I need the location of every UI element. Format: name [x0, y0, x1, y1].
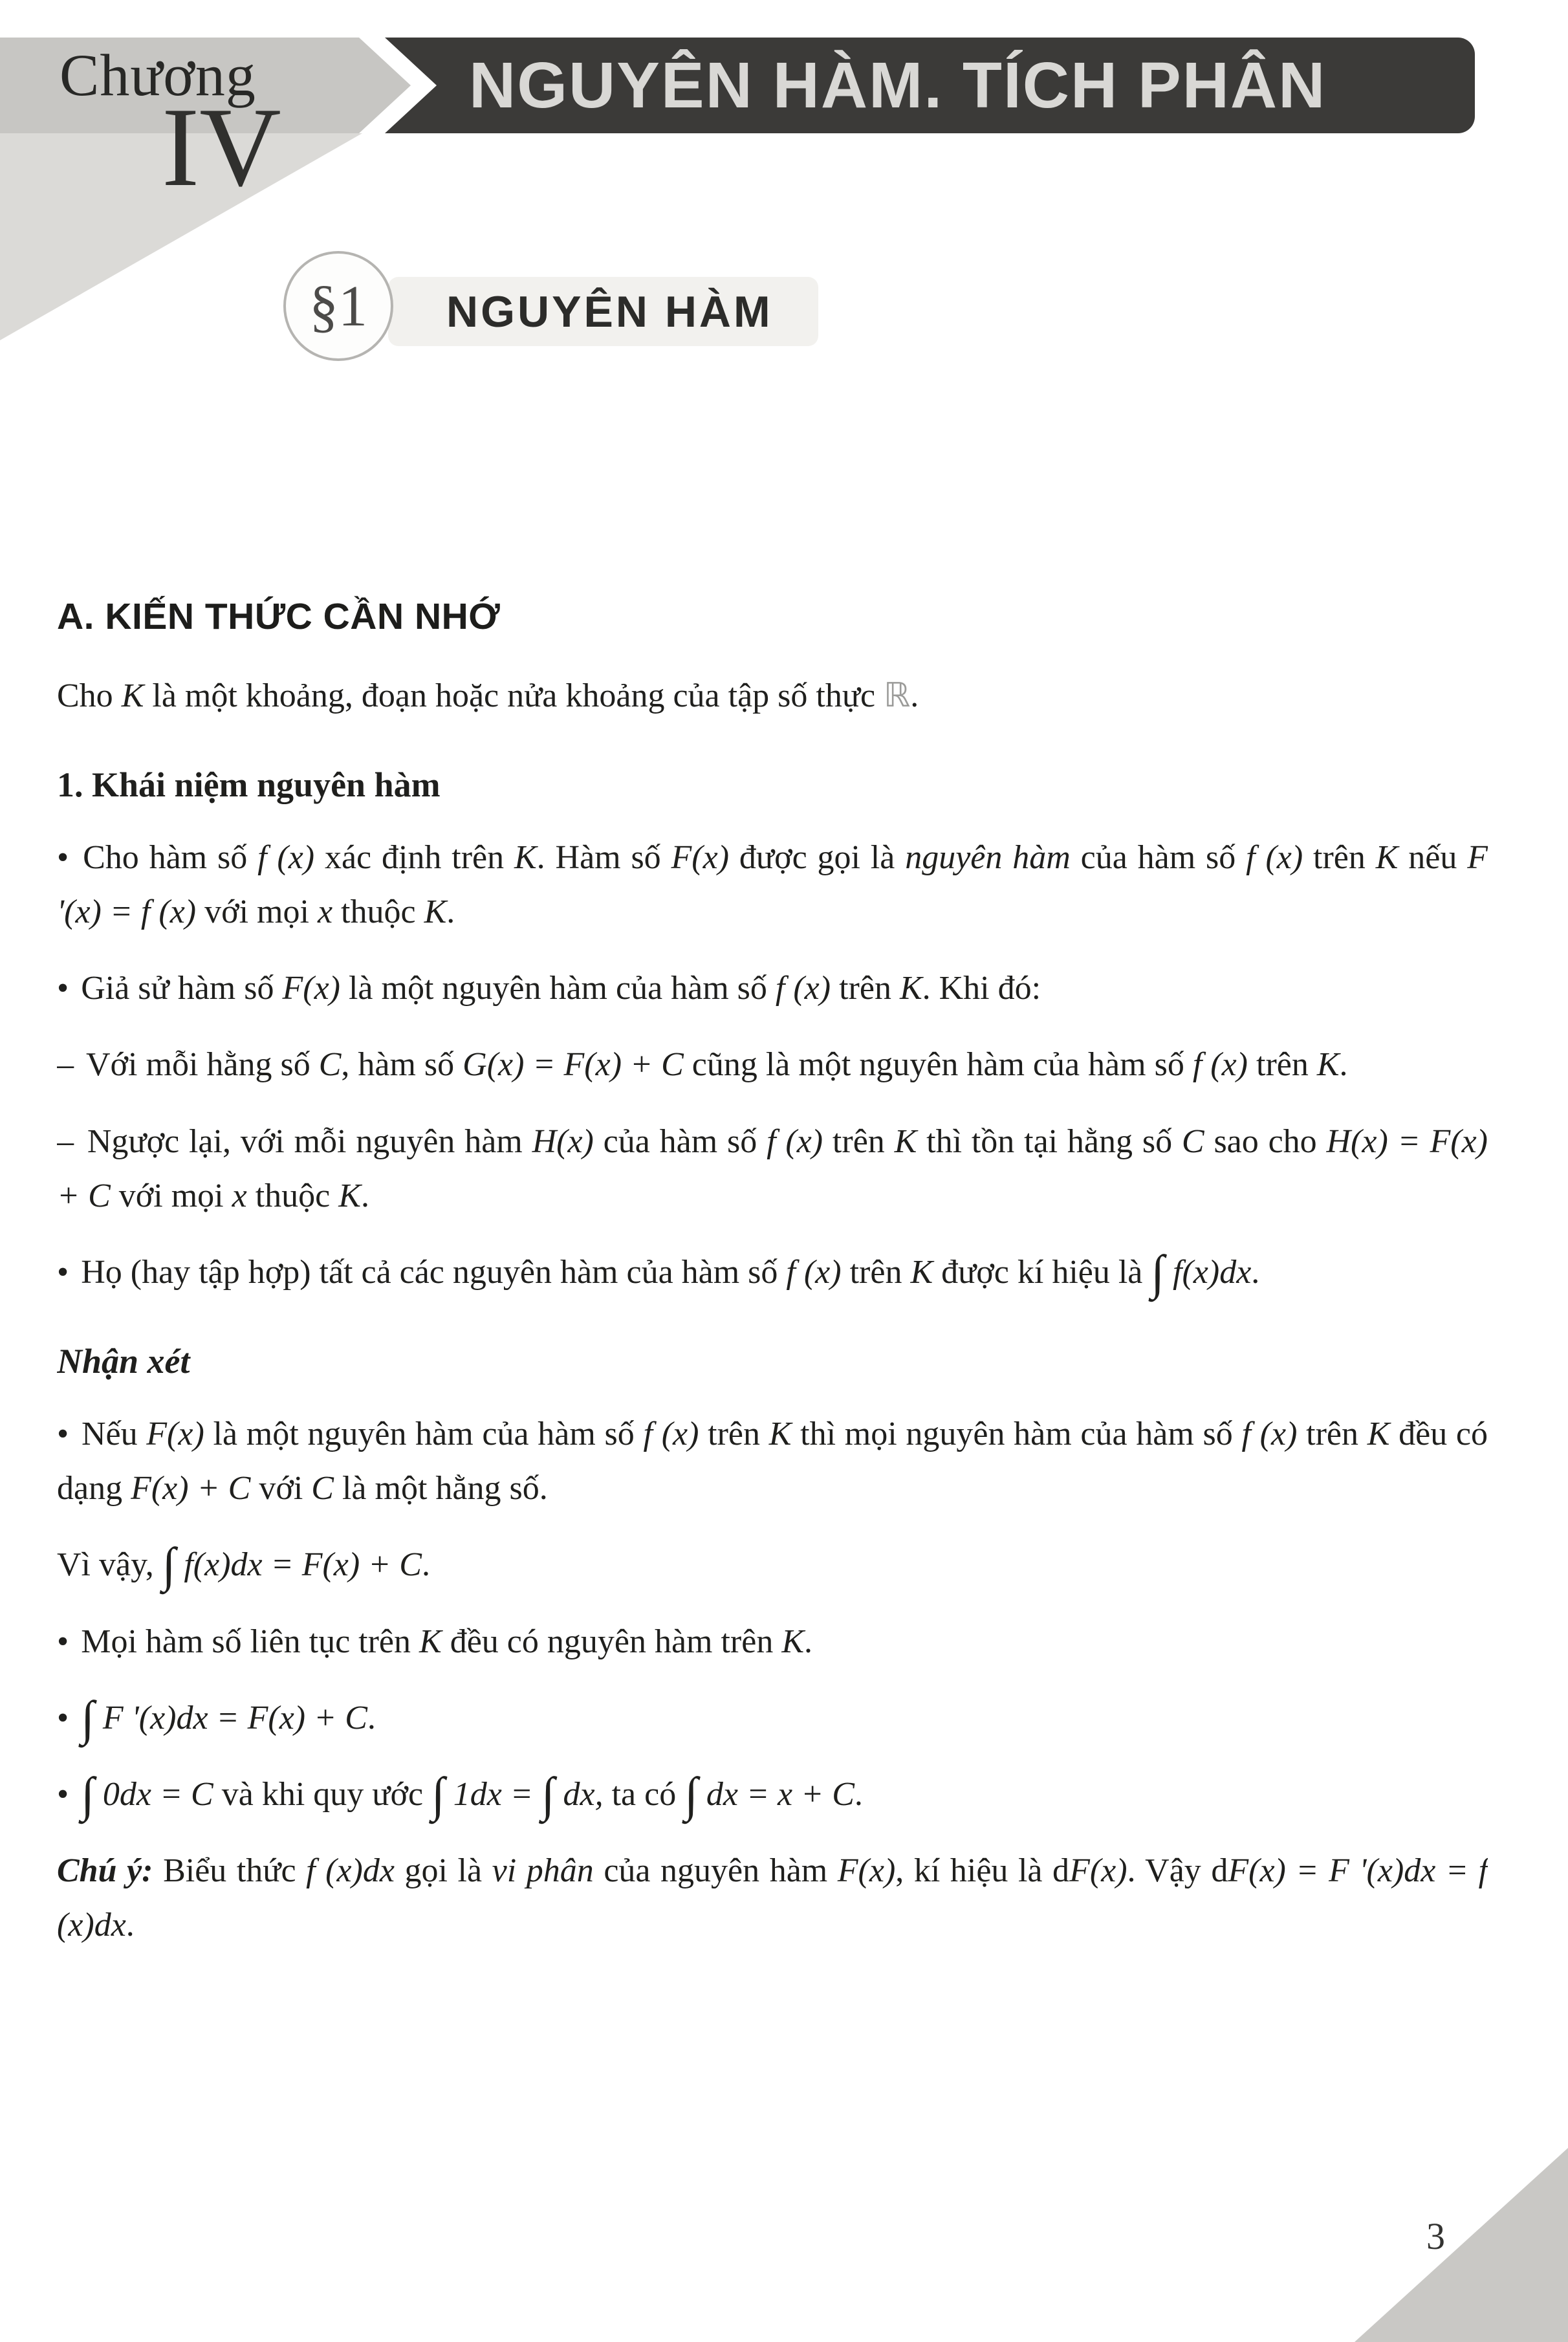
- text-run: Giả sử hàm số: [81, 970, 283, 1007]
- text-run: .: [1251, 1254, 1260, 1291]
- text-run: Biểu thức: [153, 1852, 307, 1890]
- paragraph: [57, 669, 1488, 723]
- text-run: x: [232, 1177, 247, 1214]
- paragraph: [57, 1245, 1488, 1300]
- text-run: , kí hiệu là d: [895, 1852, 1070, 1890]
- text-run: K: [781, 1623, 805, 1660]
- list-marker: •: [57, 1699, 78, 1736]
- sub-heading: [57, 757, 1488, 813]
- text-run: .: [125, 1907, 135, 1944]
- list-marker: •: [57, 1415, 78, 1452]
- text-run: Cho: [57, 677, 122, 714]
- text-run: trên: [699, 1415, 769, 1452]
- text-run: x: [317, 893, 333, 930]
- chapter-numeral: IV: [162, 84, 281, 210]
- text-run: .: [360, 1177, 369, 1214]
- text-run: K: [424, 893, 447, 930]
- integral-symbol: ∫: [81, 1768, 94, 1822]
- section-number: §1: [309, 274, 367, 338]
- text-run: thuộc: [246, 1177, 339, 1214]
- text-run: đều có dạng: [57, 1415, 1488, 1507]
- text-run: G(x) = F(x) + C: [463, 1046, 684, 1084]
- sub-heading: [57, 1333, 1488, 1390]
- text-run: ℝ: [884, 677, 911, 714]
- paragraph: [57, 1115, 1488, 1223]
- text-run: f (x): [1241, 1415, 1298, 1452]
- text-run: ∫ 0dx = C: [81, 1768, 213, 1822]
- text-run: của nguyên hàm: [593, 1852, 838, 1890]
- text-run: ∫ dx = x + C: [684, 1768, 855, 1822]
- text-run: Mọi hàm số liên tục trên: [81, 1623, 420, 1660]
- text-run: H(x) = F(x) + C: [57, 1122, 1488, 1214]
- integral-symbol: ∫: [541, 1768, 555, 1822]
- text-run: và khi quy ước: [213, 1775, 432, 1813]
- chapter-label: Chương: [60, 42, 256, 108]
- text-run: .: [446, 893, 455, 930]
- text-run: K: [1367, 1415, 1390, 1452]
- text-run: K: [899, 970, 922, 1007]
- list-marker: •: [57, 1623, 78, 1660]
- text-run: trên: [823, 1122, 895, 1160]
- page-number: 3: [1426, 2215, 1445, 2257]
- text-run: 1. Khái niệm nguyên hàm: [57, 765, 441, 805]
- paragraph: [57, 1538, 1488, 1592]
- text-run: K: [1316, 1046, 1340, 1084]
- text-run: K: [910, 1254, 933, 1291]
- text-run: ∫ 1dx = ∫ dx,: [431, 1768, 604, 1822]
- text-run: của hàm số: [593, 1122, 767, 1160]
- list-marker: •: [57, 1775, 78, 1813]
- text-run: .: [910, 677, 919, 714]
- text-run: trên: [1303, 838, 1376, 876]
- text-run: K: [419, 1623, 442, 1660]
- integral-symbol: ∫: [431, 1768, 445, 1822]
- text-run: F(x) = F '(x)dx = f (x)dx: [57, 1852, 1488, 1944]
- text-run: K: [338, 1177, 361, 1214]
- text-run: ∫ F '(x)dx = F(x) + C: [81, 1691, 367, 1746]
- text-run: , hàm số: [341, 1046, 463, 1084]
- text-run: của hàm số: [1070, 838, 1247, 876]
- text-run: được kí hiệu là: [933, 1254, 1151, 1291]
- chapter-title-banner: [385, 38, 1475, 133]
- text-run: f (x): [257, 838, 315, 876]
- list-marker: –: [57, 1122, 83, 1160]
- text-run: sao cho: [1204, 1122, 1327, 1160]
- paragraph: [57, 1407, 1488, 1516]
- text-run: xác định trên: [314, 838, 514, 876]
- page-content: [57, 595, 1488, 2251]
- text-run: nguyên hàm: [905, 838, 1071, 876]
- text-run: thì tồn tại hằng số: [917, 1122, 1182, 1160]
- section-number-badge: [283, 251, 393, 361]
- text-run: là một hằng số.: [333, 1470, 548, 1507]
- text-run: với mọi: [110, 1177, 232, 1214]
- integral-symbol: ∫: [684, 1768, 698, 1822]
- text-run: Vì vậy,: [57, 1546, 162, 1584]
- text-run: f (x)dx: [306, 1852, 395, 1890]
- list-marker: •: [57, 1254, 78, 1291]
- integral-symbol: ∫: [81, 1691, 94, 1746]
- text-run: Chú ý:: [57, 1852, 153, 1890]
- text-run: được gọi là: [729, 838, 906, 876]
- text-run: với mọi: [196, 893, 318, 930]
- text-run: .: [1339, 1046, 1348, 1084]
- paragraph: [57, 1038, 1488, 1092]
- text-run: C: [318, 1046, 342, 1084]
- text-run: ∫ f(x)dx = F(x) + C: [162, 1538, 422, 1593]
- text-run: F(x) + C: [131, 1470, 251, 1507]
- text-run: đều có nguyên hàm trên: [441, 1623, 782, 1660]
- text-run: F(x): [1069, 1852, 1127, 1890]
- text-run: Nhận xét: [57, 1342, 190, 1381]
- text-run: .: [804, 1623, 813, 1660]
- text-run: Cho hàm số: [83, 838, 258, 876]
- text-run: H(x): [532, 1122, 594, 1160]
- text-run: F(x): [837, 1852, 896, 1890]
- text-run: . Vậy d: [1127, 1852, 1228, 1890]
- text-run: ∫ f(x)dx: [1151, 1246, 1252, 1300]
- text-run: .: [421, 1546, 430, 1584]
- text-run: là một nguyên hàm của hàm số: [340, 970, 776, 1007]
- text-run: trên: [841, 1254, 911, 1291]
- text-run: thuộc: [332, 893, 424, 930]
- paragraph: [57, 1844, 1488, 1953]
- text-run: f (x): [1246, 838, 1303, 876]
- paragraph: [57, 831, 1488, 939]
- text-run: thì mọi nguyên hàm của hàm số: [791, 1415, 1242, 1452]
- text-run: Với mỗi hằng số: [86, 1046, 319, 1084]
- paragraph: [57, 1767, 1488, 1822]
- paragraph: [57, 961, 1488, 1016]
- text-run: gọi là: [394, 1852, 492, 1890]
- text-run: vi phân: [492, 1852, 594, 1890]
- chapter-title: NGUYÊN HÀM. TÍCH PHÂN: [469, 49, 1327, 122]
- text-run: F(x): [282, 970, 340, 1007]
- text-run: trên: [1248, 1046, 1317, 1084]
- text-run: với: [250, 1470, 312, 1507]
- text-run: nếu: [1398, 838, 1468, 876]
- text-run: .: [854, 1775, 863, 1813]
- text-run: Họ (hay tập hợp) tất cả các nguyên hàm của hàm số: [81, 1254, 787, 1291]
- text-run: f (x): [775, 970, 831, 1007]
- text-run: F(x): [146, 1415, 204, 1452]
- text-run: K: [768, 1415, 792, 1452]
- text-run: ta có: [603, 1775, 685, 1813]
- paragraph: [57, 1691, 1488, 1746]
- text-run: F(x): [671, 838, 730, 876]
- text-run: f (x): [786, 1254, 842, 1291]
- text-run: f (x): [643, 1415, 699, 1452]
- list-marker: –: [57, 1046, 82, 1084]
- section-title-box: [388, 277, 818, 346]
- text-run: Ngược lại, với mỗi nguyên hàm: [87, 1122, 532, 1160]
- text-run: F '(x) = f (x): [57, 838, 1488, 930]
- text-run: K: [894, 1122, 917, 1160]
- integral-symbol: ∫: [1151, 1246, 1165, 1300]
- text-run: K: [121, 677, 144, 714]
- text-run: Nếu: [81, 1415, 147, 1452]
- content-blocks: [57, 669, 1488, 1953]
- text-run: cũng là một nguyên hàm của hàm số: [683, 1046, 1193, 1084]
- text-run: f (x): [767, 1122, 823, 1160]
- list-marker: •: [57, 838, 80, 876]
- text-run: C: [1181, 1122, 1204, 1160]
- text-run: K: [1375, 838, 1399, 876]
- integral-symbol: ∫: [162, 1538, 176, 1593]
- text-run: trên: [831, 970, 900, 1007]
- text-run: là một nguyên hàm của hàm số: [204, 1415, 644, 1452]
- text-run: .: [367, 1699, 376, 1736]
- paragraph: [57, 1615, 1488, 1669]
- list-marker: •: [57, 970, 78, 1007]
- text-run: trên: [1297, 1415, 1367, 1452]
- text-run: C: [311, 1470, 334, 1507]
- text-run: . Hàm số: [536, 838, 671, 876]
- text-run: . Khi đó:: [922, 970, 1041, 1007]
- text-run: f (x): [1192, 1046, 1248, 1084]
- section-title: NGUYÊN HÀM: [446, 287, 773, 336]
- knowledge-heading: A. KIẾN THỨC CẦN NHỚ: [57, 596, 501, 637]
- text-run: là một khoảng, đoạn hoặc nửa khoảng của tập số thực: [144, 677, 884, 714]
- text-run: K: [514, 838, 537, 876]
